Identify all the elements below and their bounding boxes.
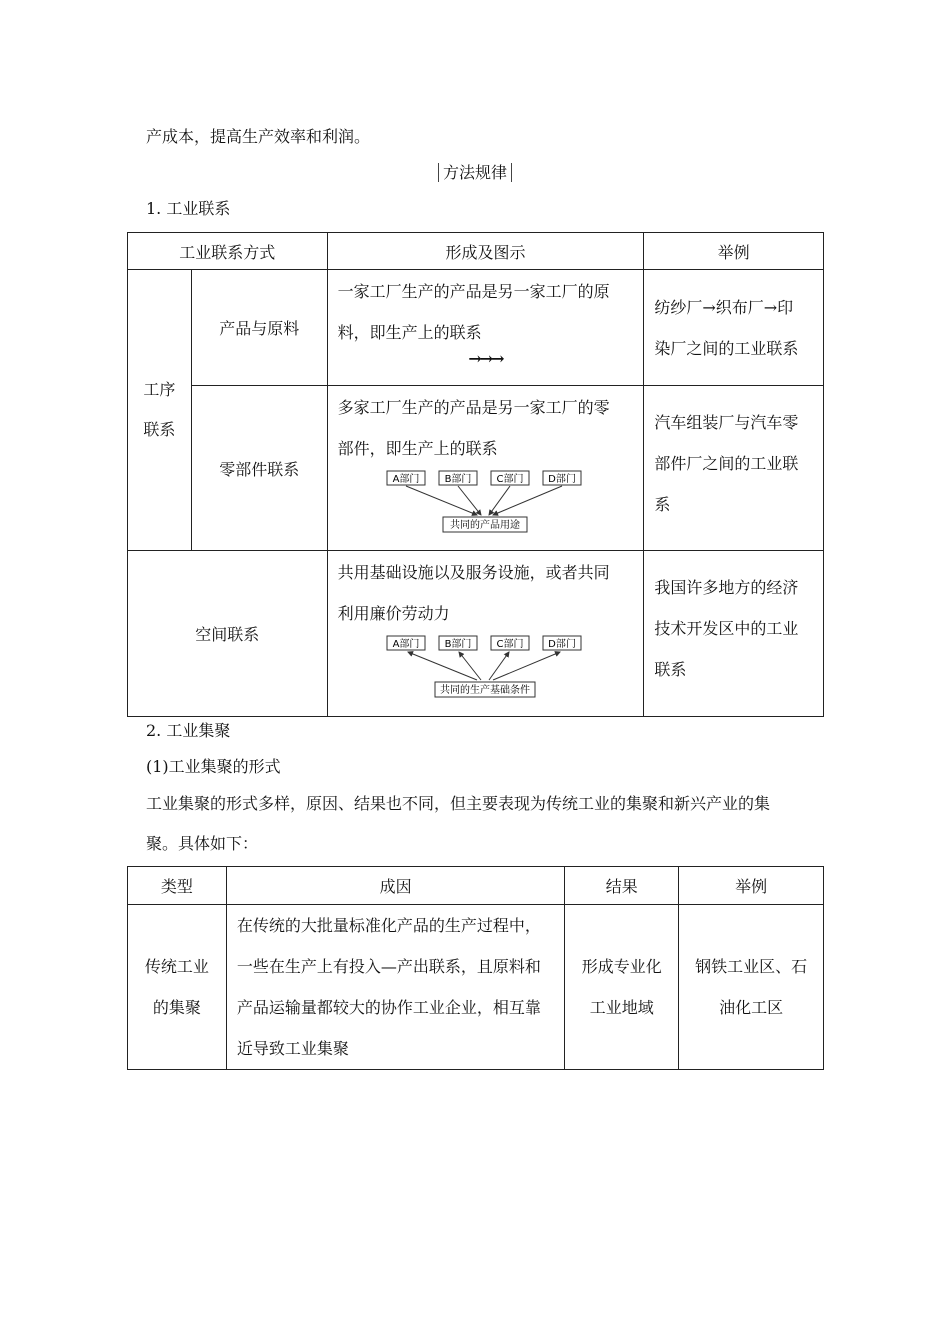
result-line: 工业地域 (589, 998, 654, 1017)
center-label: 共同的生产基础条件 (440, 685, 531, 696)
cause-line: 一些在生产上有投入—产出联系，且原料和 (236, 957, 541, 976)
example-line: 部件厂之间的工业联 (654, 454, 799, 473)
arrow-line (459, 652, 481, 680)
example-cell (644, 386, 824, 551)
example-line: 联系 (654, 660, 687, 679)
desc-line: 多家工厂生产的产品是另一家工厂的零 (337, 398, 610, 417)
dept-label: D部门 (548, 474, 577, 485)
arrow-line (458, 486, 481, 515)
desc-cell (327, 386, 644, 551)
cause-line: 近导致工业集聚 (236, 1039, 349, 1058)
section-title: 方法规律 (438, 163, 512, 182)
example-line: 汽车组装厂与汽车零 (654, 413, 799, 432)
section-title-wrap (0, 160, 950, 186)
cause-line: 产品运输量都较大的协作工业企业，相互靠 (236, 998, 541, 1017)
header-cell: 类型 (128, 867, 227, 905)
cause-line: 在传统的大批量标准化产品的生产过程中， (236, 916, 541, 935)
desc-cell (327, 551, 644, 717)
example-line: 钢铁工业区、石 (695, 957, 808, 976)
table-row (128, 905, 824, 1070)
example-line: 纺纱厂→织布厂→印 (654, 297, 794, 317)
agglomeration-table (127, 866, 824, 1070)
center-label: 共同的产品用途 (450, 520, 521, 531)
example-line: 系 (654, 495, 671, 514)
header-cell: 结果 (565, 867, 679, 905)
group-label: 联系 (143, 420, 176, 439)
heading-industrial-agglomeration: 2. 工业集聚 (146, 721, 231, 740)
paragraph-line: 工业集聚的形式多样，原因、结果也不同，但主要表现为传统工业的集聚和新兴产业的集 (146, 794, 771, 813)
intro-line: 产成本，提高生产效率和利润。 (146, 127, 371, 146)
spatial-diagram (385, 634, 585, 700)
group-label-cell (128, 270, 192, 551)
paragraph-line: 聚。具体如下： (146, 834, 259, 853)
arrow-line (408, 652, 477, 680)
header-cell: 成因 (226, 867, 565, 905)
table-header-row (128, 233, 824, 270)
cause-cell (226, 905, 565, 1070)
header-cell: 形成及图示 (327, 233, 644, 270)
linkage-type: 产品与原料 (191, 270, 327, 386)
arrow-line (406, 486, 477, 515)
dept-label: B部门 (445, 639, 472, 650)
dept-label: C部门 (496, 639, 524, 650)
example-cell (644, 270, 824, 386)
dept-label: D部门 (548, 639, 577, 650)
linkage-type: 零部件联系 (191, 386, 327, 551)
type-cell (128, 905, 227, 1070)
header-cell: 举例 (679, 867, 824, 905)
example-cell (644, 551, 824, 717)
desc-line: 利用廉价劳动力 (337, 604, 450, 623)
example-line: 染厂之间的工业联系 (654, 338, 799, 358)
desc-line: 部件，即生产上的联系 (337, 439, 498, 458)
arrow-chain: →→→ (468, 349, 503, 368)
arrow-line (489, 486, 510, 515)
subheading-forms: (1)工业集聚的形式 (146, 757, 281, 776)
arrow-line (493, 486, 562, 515)
dept-label: C部门 (496, 474, 524, 485)
header-cell: 工业联系方式 (128, 233, 328, 270)
component-diagram (385, 469, 585, 535)
example-line: 油化工区 (719, 998, 784, 1017)
linkage-type: 空间联系 (128, 551, 328, 717)
dept-label: A部门 (393, 639, 420, 650)
desc-line: 一家工厂生产的产品是另一家工厂的原 (337, 282, 610, 301)
heading-industrial-linkage: 1. 工业联系 (146, 199, 231, 218)
example-line: 技术开发区中的工业 (654, 619, 799, 638)
desc-line: 共用基础设施以及服务设施，或者共同 (337, 563, 610, 582)
linkage-table (127, 232, 824, 717)
table-row (128, 270, 824, 386)
type-line: 的集聚 (152, 998, 201, 1017)
desc-cell (327, 270, 644, 386)
header-cell: 举例 (644, 233, 824, 270)
arrow-line (489, 652, 509, 680)
type-line: 传统工业 (144, 957, 209, 976)
result-line: 形成专业化 (581, 957, 662, 976)
example-cell (679, 905, 824, 1070)
table-row (128, 551, 824, 717)
table-row (128, 386, 824, 551)
result-cell (565, 905, 679, 1070)
arrow-line (493, 652, 560, 680)
example-line: 我国许多地方的经济 (654, 578, 799, 597)
dept-label: A部门 (393, 474, 420, 485)
table-header-row (128, 867, 824, 905)
desc-line: 料，即生产上的联系 (337, 323, 482, 342)
group-label: 工序 (143, 380, 176, 399)
dept-label: B部门 (445, 474, 472, 485)
